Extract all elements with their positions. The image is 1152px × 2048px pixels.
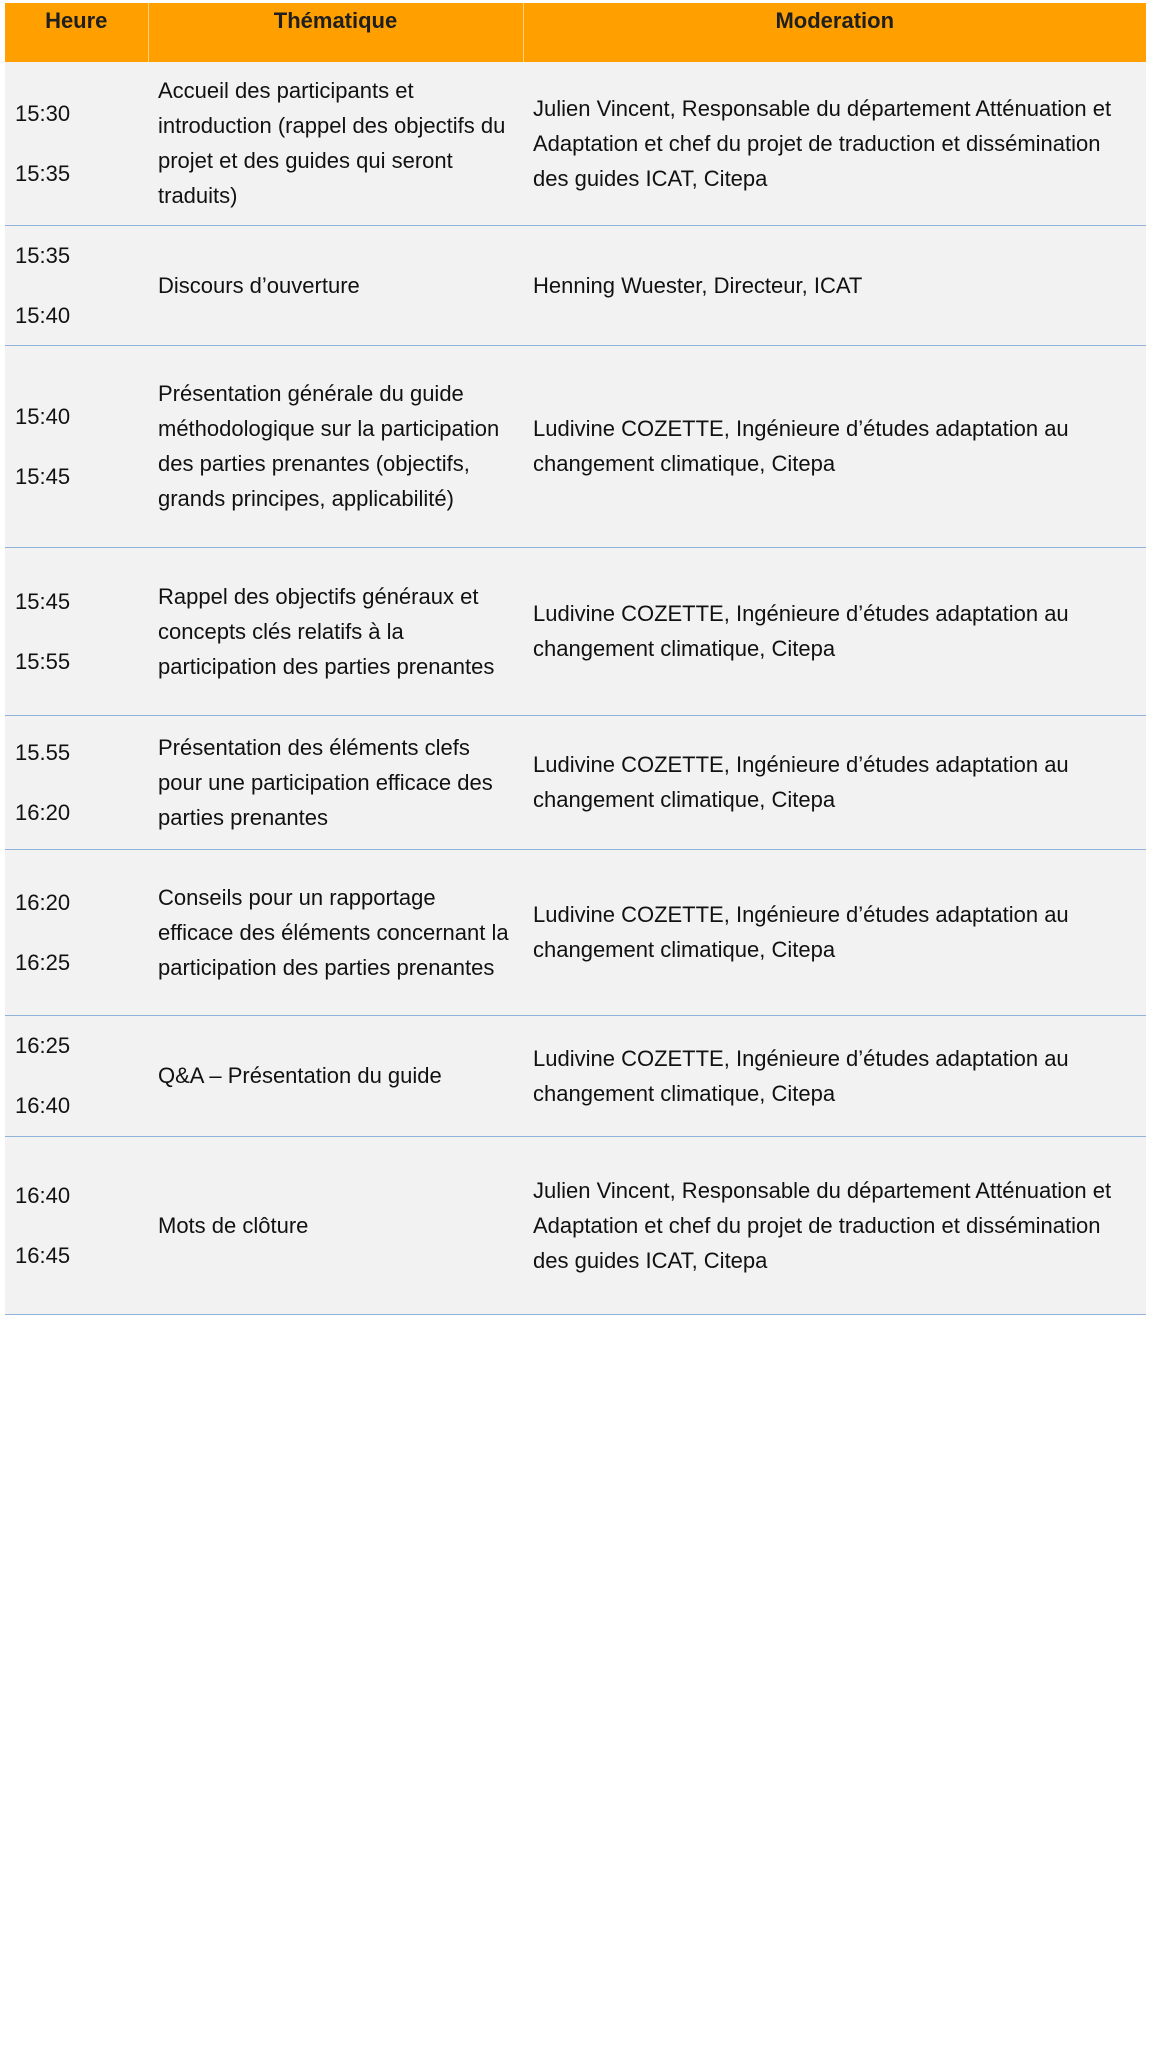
end-time: 16:40: [15, 1093, 71, 1118]
end-time: 16:20: [15, 799, 71, 825]
topic-cell: Q&A – Présentation du guide: [148, 1015, 523, 1136]
table-row: [5, 62, 1146, 225]
time-cell: [5, 345, 148, 547]
time-cell: [5, 1015, 148, 1136]
topic-cell: Accueil des participants et introduction (rappel des objectifs du projet et des guides qui seront traduits): [148, 62, 523, 225]
start-time: 16:25: [15, 1033, 71, 1058]
end-time: 16:45: [15, 1242, 71, 1268]
table-row: [5, 715, 1146, 849]
moderation-cell: Henning Wuester, Directeur, ICAT: [523, 225, 1146, 345]
start-time: 15:40: [15, 403, 71, 429]
time-cell: [5, 225, 148, 345]
table-row: [5, 345, 1146, 547]
start-time: 15.55: [15, 739, 71, 765]
time-cell: [5, 1136, 148, 1314]
end-time: 16:25: [15, 949, 71, 975]
moderation-cell: Ludivine COZETTE, Ingénieure d’études adaptation au changement climatique, Citepa: [523, 715, 1146, 849]
time-cell: [5, 62, 148, 225]
time-cell: [5, 849, 148, 1015]
table-header-row: [5, 3, 1146, 62]
end-time: 15:45: [15, 463, 71, 489]
topic-cell: Présentation générale du guide méthodologique sur la participation des parties prenantes (objectifs, grands principes, applicabilité): [148, 345, 523, 547]
end-time: 15:40: [15, 302, 71, 328]
moderation-cell: Julien Vincent, Responsable du département Atténuation et Adaptation et chef du projet de traduction et dissémination des guides ICAT, Citepa: [523, 1136, 1146, 1314]
topic-cell: Mots de clôture: [148, 1136, 523, 1314]
table-row: [5, 225, 1146, 345]
start-time: 15:35: [15, 242, 71, 268]
moderation-cell: Ludivine COZETTE, Ingénieure d’études adaptation au changement climatique, Citepa: [523, 547, 1146, 715]
topic-cell: Conseils pour un rapportage efficace des éléments concernant la participation des parties prenantes: [148, 849, 523, 1015]
table-row: [5, 1015, 1146, 1136]
time-cell: [5, 547, 148, 715]
topic-cell: Discours d’ouverture: [148, 225, 523, 345]
time-cell: [5, 715, 148, 849]
header-topic: Thématique: [148, 3, 523, 62]
agenda-table: [5, 3, 1146, 1315]
topic-cell: Présentation des éléments clefs pour une participation efficace des parties prenantes: [148, 715, 523, 849]
moderation-cell: Ludivine COZETTE, Ingénieure d’études adaptation au changement climatique, Citepa: [523, 1015, 1146, 1136]
header-time: Heure: [5, 3, 148, 62]
header-moderation: Moderation: [523, 3, 1146, 62]
table-row: [5, 849, 1146, 1015]
topic-cell: Rappel des objectifs généraux et concepts clés relatifs à la participation des parties prenantes: [148, 547, 523, 715]
end-time: 15:55: [15, 648, 71, 674]
table-row: [5, 547, 1146, 715]
moderation-cell: Ludivine COZETTE, Ingénieure d’études adaptation au changement climatique, Citepa: [523, 849, 1146, 1015]
table-row: [5, 1136, 1146, 1314]
start-time: 15:45: [15, 588, 71, 614]
moderation-cell: Ludivine COZETTE, Ingénieure d’études adaptation au changement climatique, Citepa: [523, 345, 1146, 547]
start-time: 16:20: [15, 889, 71, 915]
start-time: 15:30: [15, 100, 71, 126]
start-time: 16:40: [15, 1182, 71, 1208]
moderation-cell: Julien Vincent, Responsable du département Atténuation et Adaptation et chef du projet de traduction et dissémination des guides ICAT, Citepa: [523, 62, 1146, 225]
end-time: 15:35: [15, 160, 71, 186]
